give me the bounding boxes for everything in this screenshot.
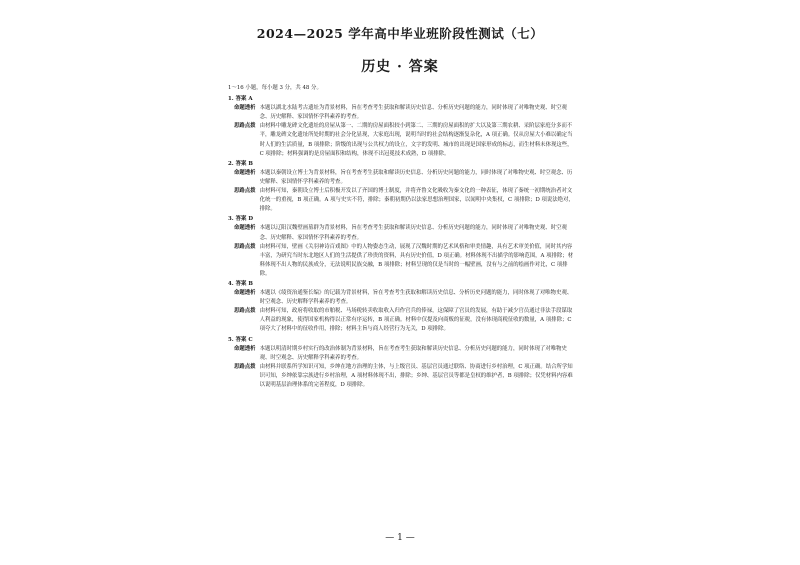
thinking-guide-row bbox=[228, 187, 574, 214]
document-title: 2024—2025 学年高中毕业班阶段性测试（七） bbox=[256, 26, 544, 41]
design-analysis-row bbox=[228, 345, 574, 363]
thinking-guide-text: 由材料可知，政府将收取的市舶税、马场税转卖收取收入归作官兵的俸禄，这保障了官员的发展，有助于减少官员通过非法手段谋取人利益的现象，使得国家机构得以正常有序运转，B 项正确。材料中仅提及向商贩的征税，没有体现商税征收的数量，A 项排除；C 项夸大了材料中的征收作用，排除；材料主旨与商人经营行为无关，D 项排除。 bbox=[259, 308, 573, 333]
question-number: 3. bbox=[228, 216, 234, 223]
answer-choice: B bbox=[248, 280, 253, 287]
question-number: 2. bbox=[228, 160, 234, 167]
thinking-guide-label: 思路点拨 bbox=[234, 123, 256, 130]
answer-label: 答案 bbox=[235, 336, 247, 343]
thinking-guide-row bbox=[228, 122, 574, 158]
design-analysis-text: 本题以秦朝设立博士为背景材料，旨在考查考生获取和解读历史信息、分析历史问题的能力，同时体现了对唯物史观、时空观念、历史解释、家国情怀学科素养的考查。 bbox=[259, 169, 573, 185]
design-analysis-label: 命题透析 bbox=[234, 290, 256, 297]
design-analysis-label: 命题透析 bbox=[234, 225, 256, 232]
thinking-guide-label: 思路点拨 bbox=[234, 243, 256, 250]
thinking-guide-row bbox=[228, 363, 574, 390]
scoring-intro: 1～16 小题，每小题 3 分，共 48 分。 bbox=[228, 85, 322, 91]
question-block bbox=[228, 95, 574, 159]
answer-choice: B bbox=[248, 160, 253, 167]
design-analysis-row bbox=[228, 289, 574, 307]
question-number: 5. bbox=[228, 336, 234, 343]
question-answer-line bbox=[228, 215, 574, 224]
question-answer-line bbox=[228, 336, 574, 345]
answer-choice: C bbox=[248, 336, 253, 343]
thinking-guide-text: 由材料可知，壁画《关羽神诗百戏图》中的人物姿态生动，展现了汉魏时期的艺术风格和审美情趣，具有艺术审美价值，同时其内容丰富，为研究当时东北地区人们的生活提供了珍贵的资料，具有历史价值，D 项正确。材料体现不出描学的影响范围，A 项排除；材料体现不出人物的民族成分，无法说明民族交融，B 项排除；材料呈现的仅是当时的一幅壁画，没有与之前的绘画作对比，C 项排除。 bbox=[259, 243, 574, 277]
answer-label: 答案 bbox=[235, 160, 247, 167]
thinking-guide-text: 由材料并联系所学知识可知，乡绅在地方治理的主体，与上级官员、基层官员通过联络、协商进行乡村治理，C 项正确。结合所学知识可知，乡绅依靠宗族进行乡村治理，A 项材料体现不出，排除；乡绅、基层官员等都是皇权的维护者，B 项排除；仅凭材料内容难以说明基层治理体系的完善程度，D 项排除。 bbox=[259, 363, 573, 388]
thinking-guide-label: 思路点拨 bbox=[234, 188, 256, 195]
design-analysis-label: 命题透析 bbox=[234, 345, 256, 352]
thinking-guide-row bbox=[228, 243, 574, 279]
question-answer-line bbox=[228, 280, 574, 289]
question-block bbox=[228, 336, 574, 391]
question-list bbox=[228, 95, 574, 390]
design-analysis-text: 本题以湖北水陆考古遗址为背景材料，旨在考查考生获取和解读历史信息、分析历史问题的能力，同时体现了对唯物史观、时空观念、历史解释、家国情怀学科素养的考查。 bbox=[259, 105, 567, 121]
answer-choice: D bbox=[248, 216, 254, 223]
thinking-guide-row bbox=[228, 307, 574, 334]
thinking-guide-text: 由材料可知，秦朝设立博士后积极开发以了齐国的博士制度，并将齐鲁文化吸收为秦文化的一种表征，体现了秦统一初期统治者对文化统一的重视，B 项正确。A 项与史实不符，排除；秦朝初期仍以法家思想治理国家，以闻明中央集权，C 项排除；D 项说法绝对，排除。 bbox=[259, 188, 574, 213]
document-subtitle: 历史 · 答案 bbox=[361, 59, 439, 75]
design-analysis-row bbox=[228, 104, 574, 122]
question-block bbox=[228, 160, 574, 215]
answer-label: 答案 bbox=[235, 216, 247, 223]
question-number: 1. bbox=[228, 96, 234, 103]
page-number: — 1 — bbox=[385, 533, 415, 543]
question-answer-line bbox=[228, 160, 574, 169]
design-analysis-text: 本题以辽阳汉魏壁画墓群为背景材料，旨在考查考生获取和解读历史信息、分析历史问题的能力，同时体现了对唯物史观、时空观念、历史解释、家国情怀学科素养的考查。 bbox=[259, 225, 567, 241]
design-analysis-text: 本题以《绫资治通鉴长编》的记载为背景材料，旨在考查考生获取和解读历史信息、分析历史问题的能力，同时体现了对唯物史观、时空观念、历史解释学科素养的考查。 bbox=[259, 290, 573, 306]
answer-label: 答案 bbox=[235, 280, 247, 287]
question-answer-line bbox=[228, 95, 574, 104]
design-analysis-text: 本题以明清时期乡村实行的改治体制为背景材料，旨在考查考生获取和解读历史信息、分析历史问题的能力，同时体现了对唯物史观、时空观念、历史解释学科素养的考查。 bbox=[259, 345, 567, 361]
answer-content bbox=[228, 84, 574, 534]
design-analysis-label: 命题透析 bbox=[234, 105, 256, 112]
thinking-guide-label: 思路点拨 bbox=[234, 308, 256, 315]
design-analysis-label: 命题透析 bbox=[234, 169, 256, 176]
answer-choice: A bbox=[248, 96, 253, 103]
answer-label: 答案 bbox=[235, 96, 247, 103]
thinking-guide-label: 思路点拨 bbox=[234, 363, 256, 370]
question-number: 4. bbox=[228, 280, 234, 287]
design-analysis-row bbox=[228, 224, 574, 242]
question-block bbox=[228, 215, 574, 279]
design-analysis-row bbox=[228, 169, 574, 187]
thinking-guide-text: 由材料中雕龙碑文化遗址的房屋从第一、二期的房屋面积较小到第二、三期的房屋面积的扩大以及第三期农耕、采阶层家庭分多而不平，雕龙碑文化遗址所处时期的社会分化显现，大家庭出现，说明当时的社会结构逐渐复杂化，A 项正确。仅从房屋大小难以确定当时人们的生活质量，B 项排除；阶级的出现与公共权力的设立，文字的发明、城市的出现是国家形成的标志，而生材料未体现这些，C 项排除；材料强调的是房屋面积和结构，体现不出冠冕技术成熟，D 项排除。 bbox=[259, 123, 573, 157]
question-block bbox=[228, 280, 574, 335]
